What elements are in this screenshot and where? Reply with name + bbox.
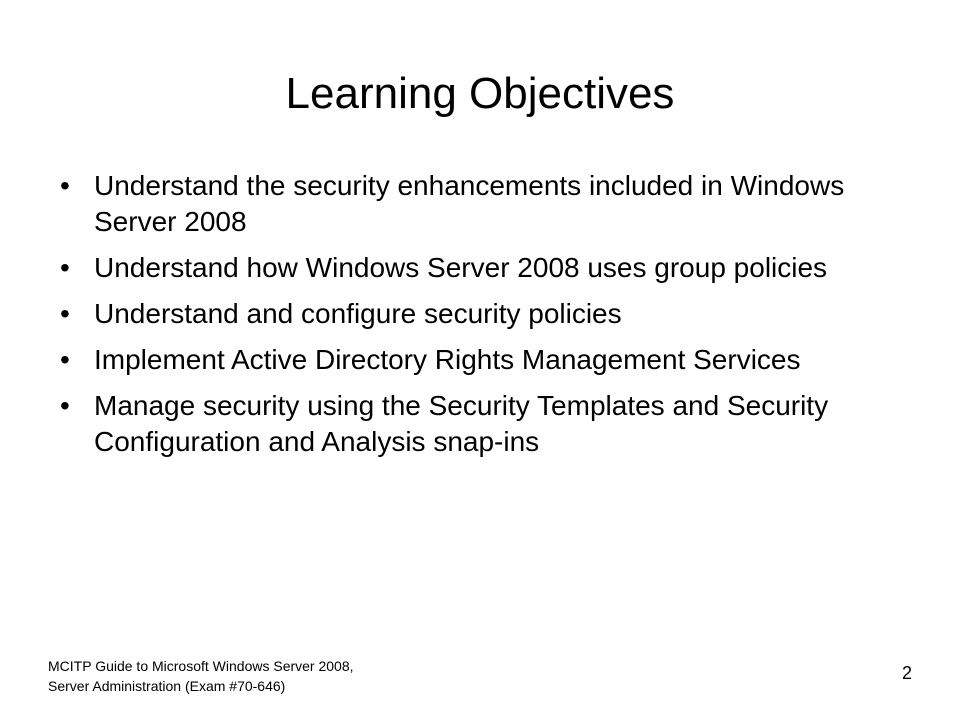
list-item — [60, 342, 880, 378]
bullet-icon: • — [60, 298, 70, 329]
page-number: 2 — [901, 663, 912, 683]
list-item — [60, 296, 880, 332]
bullet-icon: • — [60, 170, 70, 201]
bullet-icon: • — [60, 344, 70, 375]
bullet-text: Understand and configure security policies — [94, 298, 622, 329]
list-item — [60, 388, 880, 460]
footer-line-1: MCITP Guide to Microsoft Windows Server 2008, — [48, 658, 354, 674]
bullet-text: Implement Active Directory Rights Management Services — [94, 344, 801, 375]
list-item — [60, 168, 880, 240]
bullet-text: Understand how Windows Server 2008 uses group policies — [94, 252, 828, 283]
bullet-text: Understand the security enhancements included in Windows Server 2008 — [94, 170, 845, 237]
list-item — [60, 250, 880, 286]
footer-line-2: Server Administration (Exam #70-646) — [48, 678, 286, 694]
bullet-text: Manage security using the Security Templates and Security Configuration and Analysis snap-ins — [94, 390, 829, 457]
bullet-icon: • — [60, 390, 70, 421]
bullet-icon: • — [60, 252, 70, 283]
slide-title: Learning Objectives — [285, 69, 675, 118]
objectives-list — [60, 168, 880, 470]
footer-source — [48, 656, 468, 696]
